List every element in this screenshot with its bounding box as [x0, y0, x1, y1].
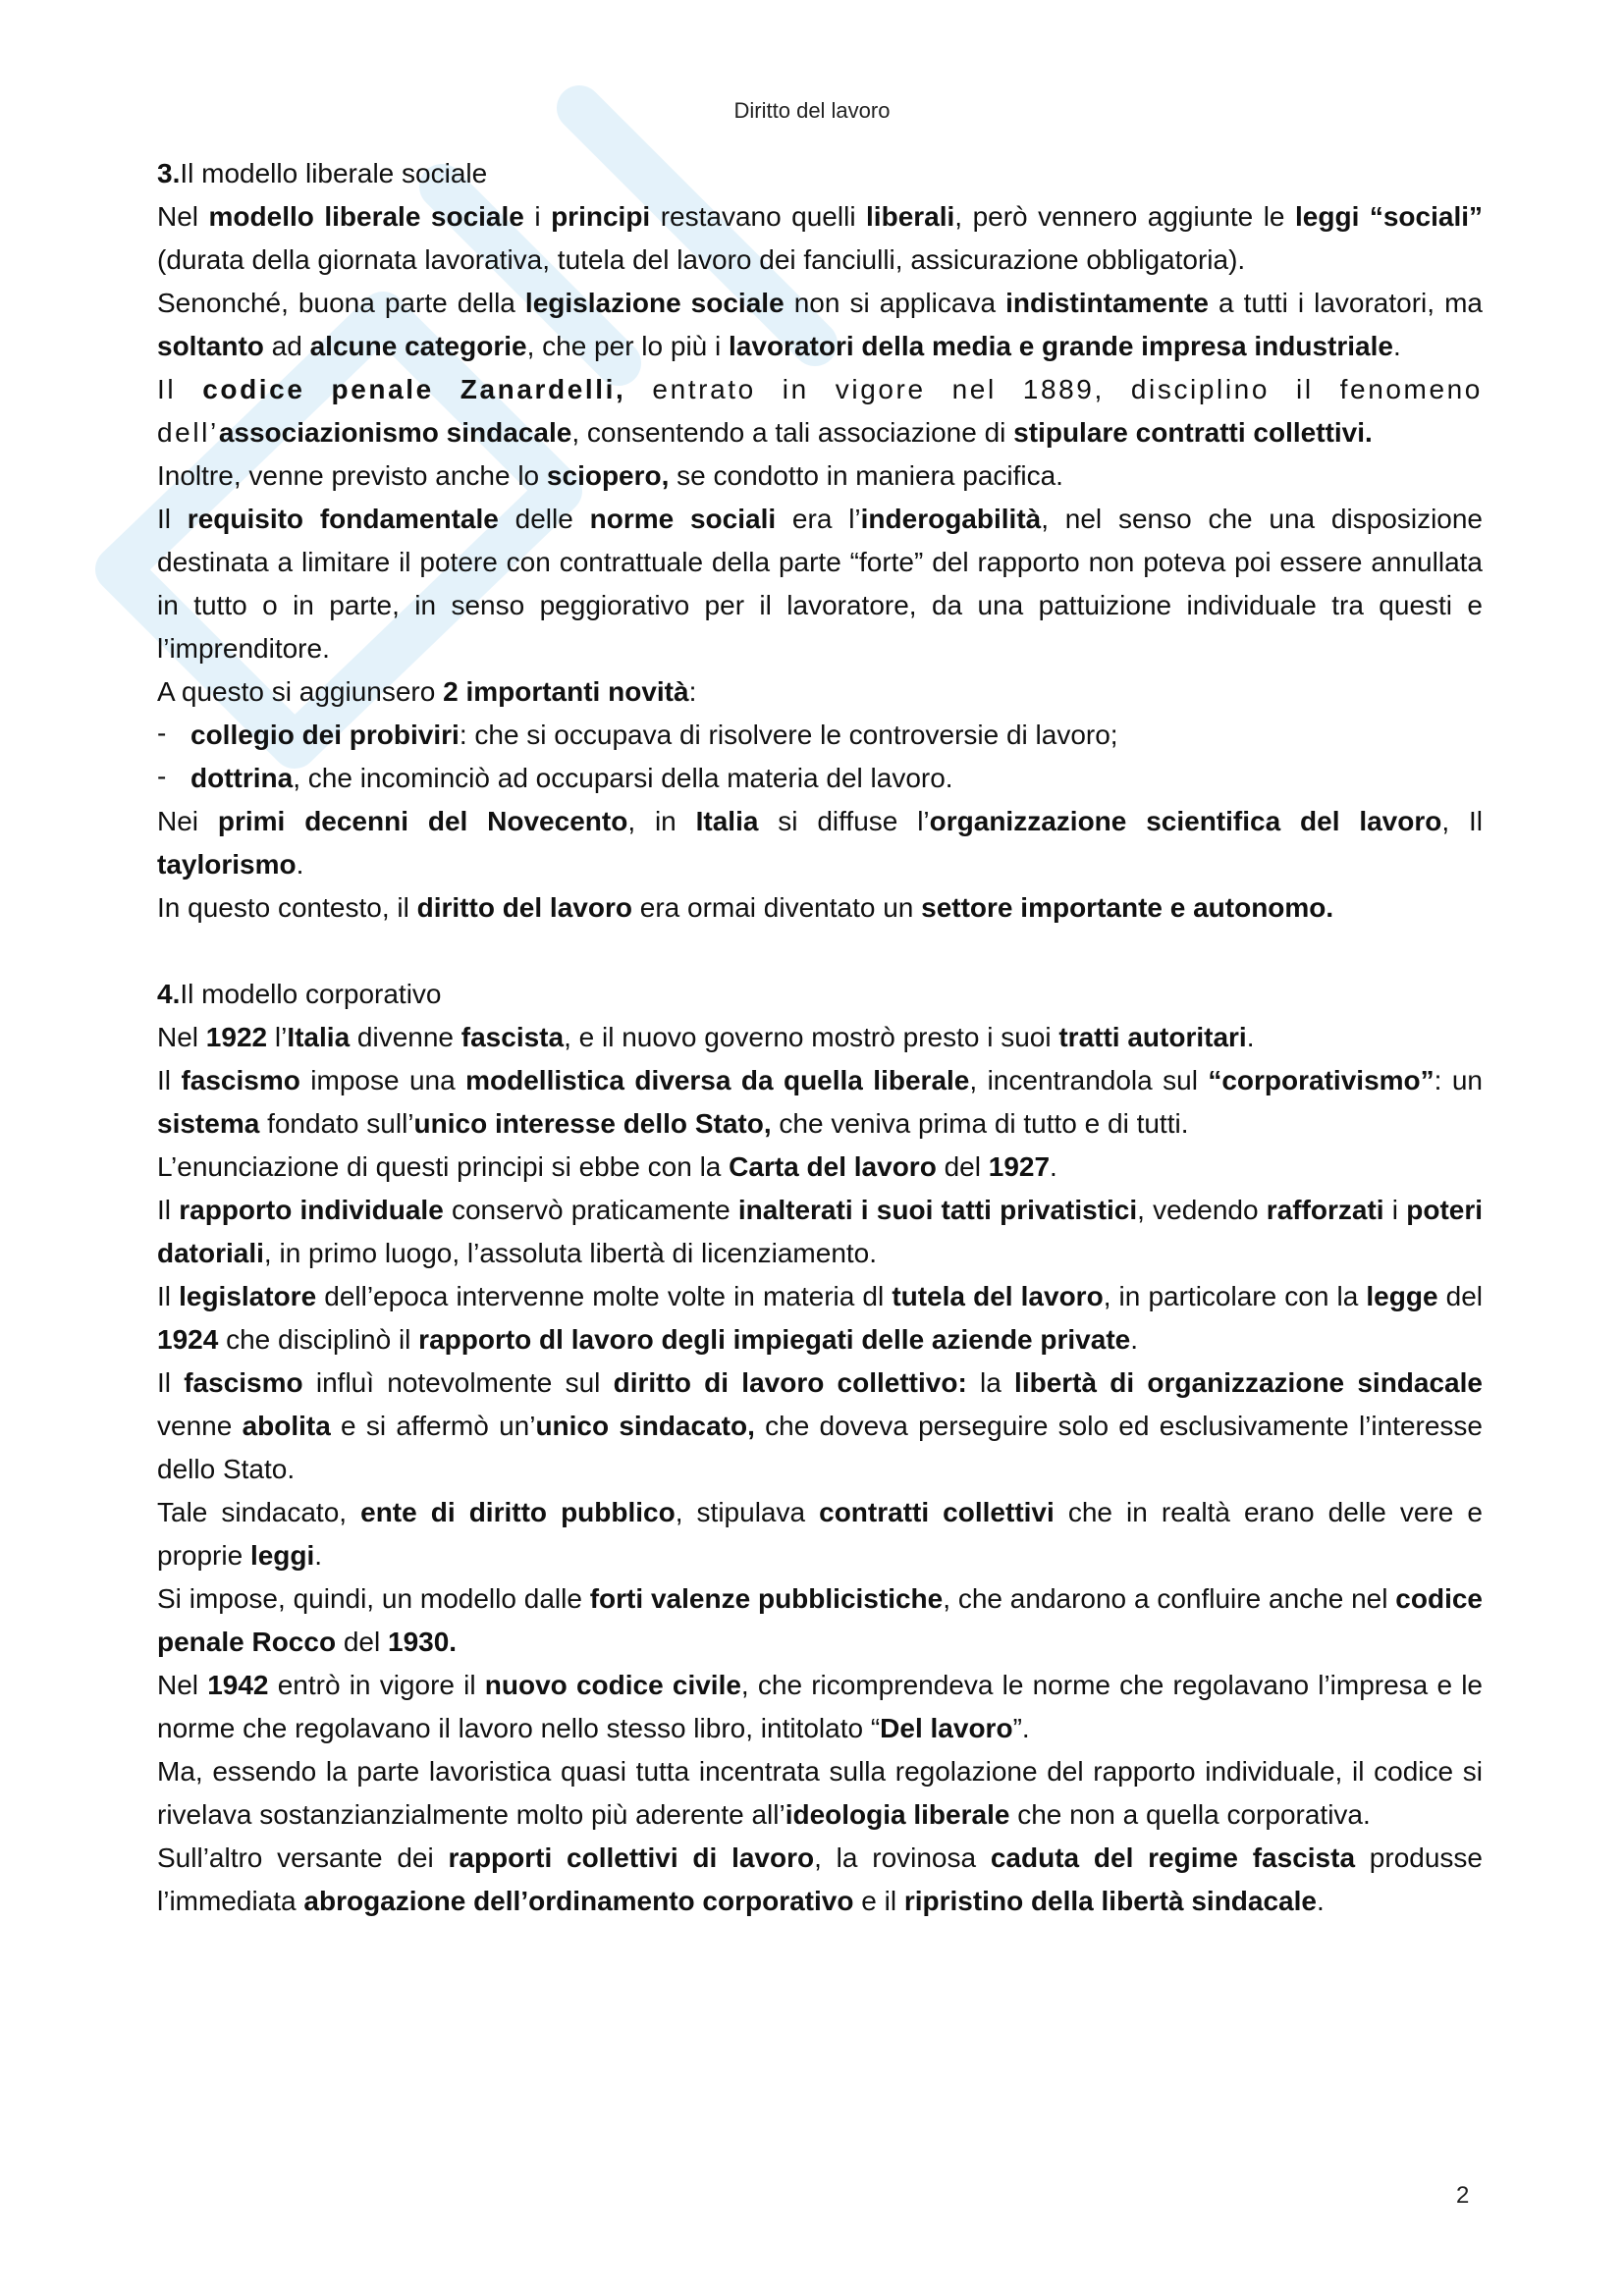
paragraph: L’enunciazione di questi principi si ebbe con la Carta del lavoro del 1927.: [157, 1151, 1057, 1182]
paragraph: Ma, essendo la parte lavoristica quasi tutta incentrata sulla regolazione del rapporto individuale, il codice si rivelava sostanzianzialmente molto più aderente all’ideologia liberale che non a quella corporativa.: [157, 1756, 1483, 1830]
paragraph: Il fascismo influì notevolmente sul diritto di lavoro collettivo: la libertà di organizzazione sindacale venne abolita e si affermò un’unico sindacato, che doveva perseguire solo ed esclusivamente l’interesse dello Stato.: [157, 1367, 1483, 1484]
paragraph: Il codice penale Zanardelli, entrato in vigore nel 1889, disciplino il fenomeno dell’associazionismo sindacale, consentendo a tali associazione di stipulare contratti collettivi.: [157, 374, 1483, 448]
paragraph: Inoltre, venne previsto anche lo sciopero, se condotto in maniera pacifica.: [157, 460, 1063, 491]
section-heading-4: 4.Il modello corporativo: [157, 979, 442, 1009]
paragraph: Sull’altro versante dei rapporti collettivi di lavoro, la rovinosa caduta del regime fascista produsse l’immediata abrogazione dell’ordinamento corporativo e il ripristino della libertà sindacale.: [157, 1842, 1483, 1916]
document-body: [157, 152, 1483, 1923]
list-item: - collegio dei probiviri: che si occupava di risolvere le controversie di lavoro;: [157, 714, 1483, 757]
section-heading-3: 3.Il modello liberale sociale: [157, 158, 488, 188]
novelty-list: [157, 714, 1483, 800]
paragraph: Nel 1942 entrò in vigore il nuovo codice civile, che ricomprendeva le norme che regolavano l’impresa e le norme che regolavano il lavoro nello stesso libro, intitolato “Del lavoro”.: [157, 1670, 1484, 1743]
page-header: Diritto del lavoro: [733, 98, 891, 123]
paragraph: Senonché, buona parte della legislazione sociale non si applicava indistintamente a tutti i lavoratori, ma soltanto ad alcune categorie, che per lo più i lavoratori della media e grande impresa industriale.: [157, 288, 1483, 361]
paragraph: In questo contesto, il diritto del lavoro era ormai diventato un settore importante e autonomo.: [157, 892, 1334, 923]
paragraph: A questo si aggiunsero 2 importanti novità:: [157, 676, 697, 707]
paragraph: Nel modello liberale sociale i principi restavano quelli liberali, però vennero aggiunte le leggi “sociali” (durata della giornata lavorativa, tutela del lavoro dei fanciulli, assicurazione obbligatoria).: [157, 201, 1484, 275]
paragraph: Il legislatore dell’epoca intervenne molte volte in materia dl tutela del lavoro, in particolare con la legge del 1924 che disciplinò il rapporto dl lavoro degli impiegati delle aziende private.: [157, 1281, 1484, 1355]
paragraph: Nei primi decenni del Novecento, in Italia si diffuse l’organizzazione scientifica del lavoro, Il taylorismo.: [157, 806, 1483, 880]
list-item: - dottrina, che incominciò ad occuparsi della materia del lavoro.: [157, 757, 1483, 800]
paragraph: Il rapporto individuale conservò praticamente inalterati i suoi tatti privatistici, vedendo rafforzati i poteri datoriali, in primo luogo, l’assoluta libertà di licenziamento.: [157, 1195, 1484, 1268]
paragraph: Il requisito fondamentale delle norme sociali era l’inderogabilità, nel senso che una disposizione destinata a limitare il potere con contrattuale della parte “forte” del rapporto non poteva poi essere annullata in tutto o in parte, in senso peggiorativo per il lavoratore, da una pattuizione individuale tra questi e l’imprenditore.: [157, 504, 1484, 664]
page-number: 2: [1456, 2182, 1470, 2209]
paragraph: Tale sindacato, ente di diritto pubblico, stipulava contratti collettivi che in realtà erano delle vere e proprie leggi.: [157, 1497, 1483, 1571]
paragraph: Il fascismo impose una modellistica diversa da quella liberale, incentrandola sul “corporativismo”: un sistema fondato sull’unico interesse dello Stato, che veniva prima di tutto e di tutti.: [157, 1065, 1483, 1139]
paragraph: Si impose, quindi, un modello dalle forti valenze pubblicistiche, che andarono a confluire anche nel codice penale Rocco del 1930.: [157, 1583, 1483, 1657]
paragraph: Nel 1922 l’Italia divenne fascista, e il nuovo governo mostrò presto i suoi tratti autoritari.: [157, 1022, 1255, 1052]
